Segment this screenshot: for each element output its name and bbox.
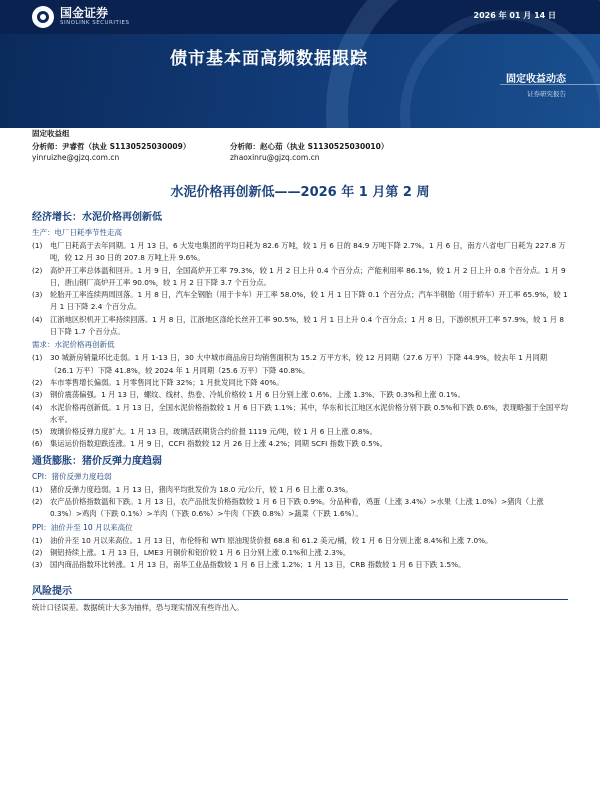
research-group: 固定收益组: [32, 129, 70, 138]
report-series-title: 债市基本面高频数据跟踪: [170, 49, 368, 69]
section-title-inflation: 通货膨胀：猪价反弹力度趋弱: [32, 455, 162, 467]
analyst-label: 分析师：: [230, 142, 260, 151]
item-text: 水泥价格再创新低。1 月 13 日，全国水泥价格指数较 1 月 6 日下跌 1.1%；其中，华东和长江地区水泥价格分别下跌 0.5%和下跌 0.6%，表现略强于全国平均水平。: [50, 402, 568, 424]
list-item: [32, 377, 568, 389]
section-title-growth: 经济增长：水泥价格再创新低: [32, 212, 162, 223]
item-text: 车市零售增长偏弱。1 月零售同比下降 32%；1 月批发同比下降 40%。: [50, 377, 284, 387]
analyst-name: 赵心茹（执业 S1130525030010）: [260, 142, 389, 151]
item-number: (6): [32, 439, 43, 449]
subsection-title-ppi: PPI：油价升至 10 月以来高位: [32, 522, 133, 532]
list-item: [32, 402, 568, 427]
item-number: (2): [32, 547, 43, 557]
item-text: 江浙地区织机开工率持续回落。1 月 8 日，江浙地区涤纶长丝开工率 90.5%，较 1 月 1 日上升 0.4 个百分点；1 月 8 日，下游织机开工率 57.9%，较 1 月 8 日下降 1.7 个百分点。: [50, 314, 564, 337]
item-text: 电厂日耗高于去年同期。1 月 13 日，6 大发电集团的平均日耗为 82.6 万吨，较 1 月 6 日的 84.9 万吨下降 2.7%。1 月 6 日，南方八省电厂日耗为 227.8 万吨，较 12 月 30 日的 207.8 万吨上升 9.6%。: [50, 241, 566, 263]
item-text: 猪价反弹力度趋弱。1 月 13 日，猪肉平均批发价为 18.0 元/公斤，较 1 月 6 日上涨 0.3%。: [50, 484, 353, 494]
list-item: [32, 559, 568, 571]
item-number: (2): [32, 377, 43, 387]
list-item: [32, 265, 568, 290]
list-item: [32, 484, 568, 496]
item-text: 30 城新房销量环比走弱。1 月 1-13 日，30 大中城市商品房日均销售面积为 15.2 万平方米，较 12 月同期（27.6 万平）下降 44.9%，较去年 1 月同期（26.1 万平）下降 41.8%，较 2024 年 1 月同期（25.6 万平）下降 40.8%。: [50, 353, 548, 375]
list-item: [32, 496, 568, 521]
item-text: 玻璃价格反弹力度扩大。1 月 13 日，玻璃活跃期货合约价报 1119 元/吨，较 1 月 6 日上涨 0.8%。: [50, 427, 377, 437]
report-type: 证券研究报告: [527, 90, 566, 98]
analyst-email[interactable]: yinruizhe@gjzq.com.cn: [32, 153, 120, 162]
list-item: [32, 289, 568, 314]
list-item: [32, 389, 568, 401]
author-emails-row: [32, 152, 572, 163]
item-text: 集运运价指数迎跌连涨。1 月 9 日，CCFI 指数较 12 月 26 日上涨 4.2%；同期 SCFI 指数下跌 0.5%。: [50, 439, 387, 449]
list-item: [32, 240, 568, 265]
item-number: (3): [32, 390, 43, 400]
author-block: [32, 128, 572, 163]
item-number: (1): [32, 241, 43, 250]
report-title: 水泥价格再创新低——2026 年 1 月第 2 周: [170, 185, 430, 200]
report-category: 固定收益动态: [506, 74, 566, 85]
item-text: 农产品价格指数温和下跌。1 月 13 日，农产品批发价格指数较 1 月 6 日下跌 0.9%。分品种看，鸡蛋（上涨 3.4%）>水果（上涨 1.0%）>猪肉（上涨 0.3%）>鸡肉（下跌 0.1%）>羊肉（下跌 0.6%）>牛肉（下跌 0.8%）>蔬菜（下跌 1.6%）。: [50, 497, 544, 519]
item-number: (2): [32, 265, 43, 275]
report-body: [32, 210, 568, 614]
ppi-list: [32, 535, 568, 572]
item-number: (5): [32, 427, 43, 437]
cpi-list: [32, 484, 568, 521]
item-text: 钢价震荡偏强。1 月 13 日，螺纹、线材、热卷、冷轧价格较 1 月 6 日分别上涨 0.6%、上涨 1.3%、下跌 0.3%和上涨 0.1%。: [50, 390, 465, 400]
production-list: [32, 240, 568, 338]
item-number: (1): [32, 535, 43, 545]
item-number: (4): [32, 314, 43, 324]
item-number: (3): [32, 290, 43, 300]
analyst-label: 分析师：: [32, 142, 62, 151]
list-item: [32, 426, 568, 438]
demand-list: [32, 352, 568, 450]
subsection-title-cpi: CPI：猪价反弹力度趋弱: [32, 471, 112, 481]
list-item: [32, 314, 568, 339]
report-header: [0, 0, 600, 128]
report-date: 2026 年 01 月 14 日: [473, 11, 556, 20]
subsection-title-demand: 需求：水泥价格再创新低: [32, 340, 115, 350]
author-names-row: [32, 141, 572, 152]
item-number: (1): [32, 484, 43, 494]
item-text: 国内商品指数环比转涨。1 月 13 日，南华工业品指数较 1 月 6 日上涨 1.2%；1 月 13 日，CRB 指数较 1 月 6 日下跌 1.5%。: [50, 560, 466, 570]
list-item: [32, 438, 568, 450]
item-number: (2): [32, 497, 43, 507]
logo-icon: [32, 6, 54, 28]
subsection-title-production: 生产：电厂日耗季节性走高: [32, 228, 122, 237]
logo-name-en: SINOLINK SECURITIES: [60, 20, 130, 26]
item-text: 高炉开工率总体温和回升。1 月 9 日，全国高炉开工率 79.3%，较 1 月 2 日上升 0.4 个百分点；产能利用率 86.1%，较 1 月 2 日上升 0.8 个百分点。1 月 9 日，唐山钢厂高炉开工率 90.0%，较 1 月 2 日下降 3.7 个百分点。: [50, 265, 566, 287]
item-text: 轮胎开工率连续两周回落。1 月 8 日，汽车全钢胎（用于卡车）开工率 58.0%，较 1 月 1 日下降 0.1 个百分点；汽车半钢胎（用于轿车）开工率 65.9%，较 1 月 1 日下降 2.4 个百分点。: [50, 290, 568, 312]
analyst-email[interactable]: zhaoxinru@gjzq.com.cn: [230, 153, 320, 162]
list-item: [32, 352, 568, 377]
item-text: 油价升至 10 月以来高位。1 月 13 日，布伦特和 WTI 原油现货价报 68.8 和 61.2 美元/桶，较 1 月 6 日分别上涨 8.4%和上涨 7.0%。: [50, 535, 493, 545]
risk-text: 统计口径误差。数据统计大多为抽样，恐与现实情况有些许出入。: [32, 602, 244, 612]
list-item: [32, 535, 568, 547]
item-number: (1): [32, 353, 43, 363]
company-logo: [32, 6, 129, 28]
analyst-name: 尹睿哲（执业 S1130525030009）: [62, 142, 191, 151]
logo-name-cn: 国金证券: [60, 6, 109, 20]
item-text: 铜铝持续上涨。1 月 13 日，LME3 月铜价和铝价较 1 月 6 日分别上涨 0.1%和上涨 2.3%。: [50, 547, 351, 557]
section-title-risk: 风险提示: [32, 584, 568, 600]
list-item: [32, 547, 568, 559]
item-number: (3): [32, 560, 43, 570]
item-number: (4): [32, 402, 43, 412]
